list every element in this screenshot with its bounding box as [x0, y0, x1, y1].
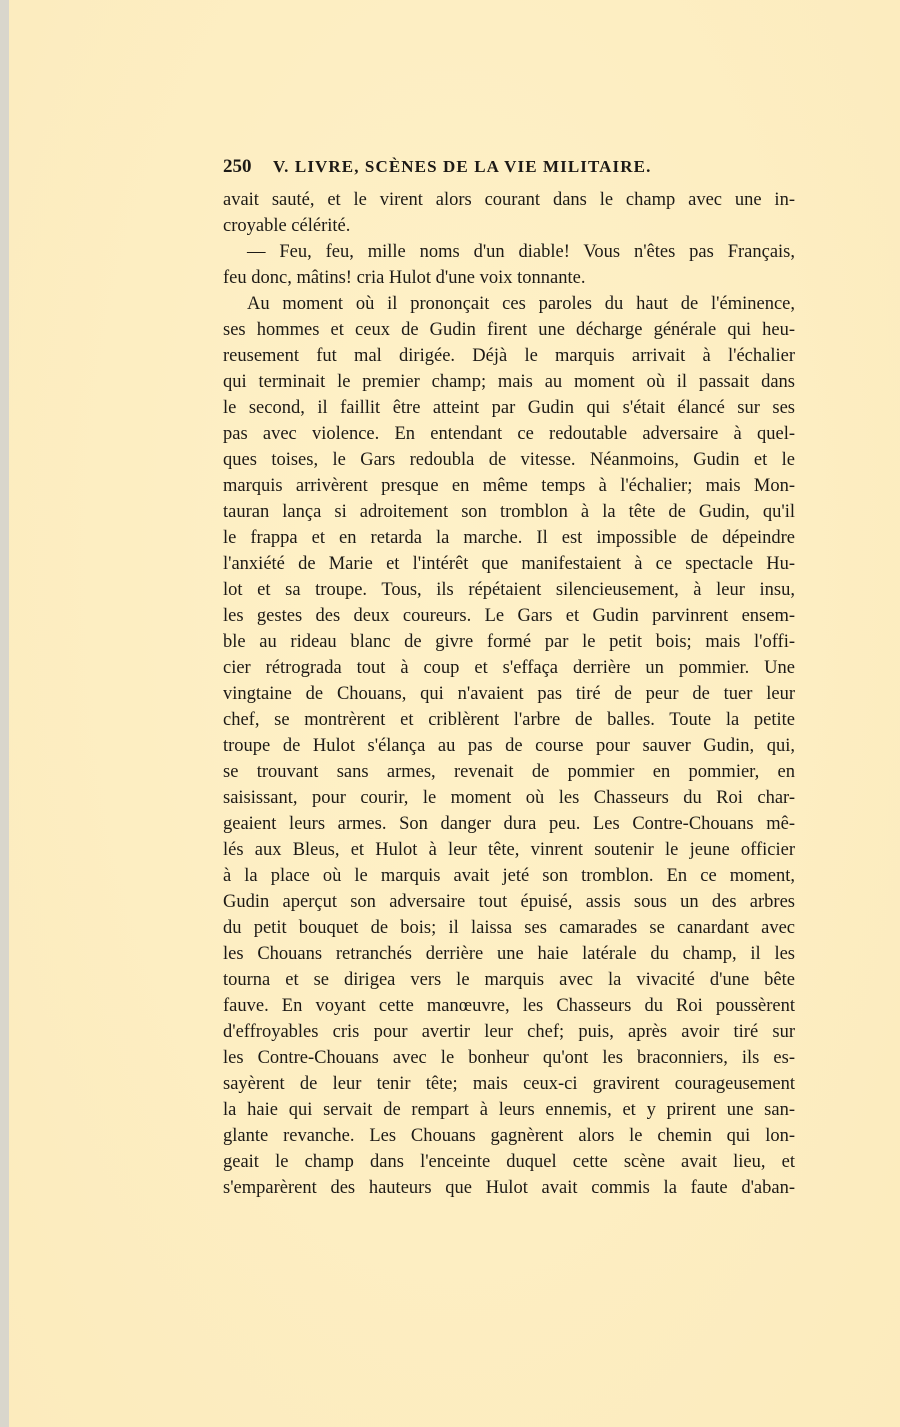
- text-line: lés aux Bleus, et Hulot à leur tête, vinrent soutenir le jeune officier: [223, 840, 795, 860]
- text-line: geait le champ dans l'enceinte duquel cette scène avait lieu, et: [223, 1152, 795, 1172]
- running-title: V. LIVRE, SCÈNES DE LA VIE MILITAIRE.: [273, 157, 652, 176]
- text-line: le frappa et en retarda la marche. Il est impossible de dépeindre: [223, 528, 795, 548]
- book-page: [9, 0, 900, 1427]
- text-line: avait sauté, et le virent alors courant dans le champ avec une in-: [223, 190, 795, 210]
- text-line: sayèrent de leur tenir tête; mais ceux-ci gravirent courageusement: [223, 1074, 795, 1094]
- text-line: ses hommes et ceux de Gudin firent une décharge générale qui heu-: [223, 320, 795, 340]
- text-line: troupe de Hulot s'élança au pas de course pour sauver Gudin, qui,: [223, 736, 795, 756]
- text-line: saisissant, pour courir, le moment où les Chasseurs du Roi char-: [223, 788, 795, 808]
- text-line: — Feu, feu, mille noms d'un diable! Vous n'êtes pas Français,: [247, 242, 795, 262]
- text-line: les Chouans retranchés derrière une haie latérale du champ, il les: [223, 944, 795, 964]
- text-line: d'effroyables cris pour avertir leur chef; puis, après avoir tiré sur: [223, 1022, 795, 1042]
- text-line: l'anxiété de Marie et l'intérêt que manifestaient à ce spectacle Hu-: [223, 554, 795, 574]
- text-line: s'emparèrent des hauteurs que Hulot avait commis la faute d'aban-: [223, 1178, 795, 1198]
- text-line: tourna et se dirigea vers le marquis avec la vivacité d'une bête: [223, 970, 795, 990]
- text-line: Au moment où il prononçait ces paroles du haut de l'éminence,: [247, 294, 795, 314]
- text-line: Gudin aperçut son adversaire tout épuisé, assis sous un des arbres: [223, 892, 795, 912]
- text-line: ble au rideau blanc de givre formé par le petit bois; mais l'offi-: [223, 632, 795, 652]
- text-line: se trouvant sans armes, revenait de pommier en pommier, en: [223, 762, 795, 782]
- text-line: pas avec violence. En entendant ce redoutable adversaire à quel-: [223, 424, 795, 444]
- text-line: les gestes des deux coureurs. Le Gars et Gudin parvinrent ensem-: [223, 606, 795, 626]
- text-line: vingtaine de Chouans, qui n'avaient pas tiré de peur de tuer leur: [223, 684, 795, 704]
- text-line: les Contre-Chouans avec le bonheur qu'ont les braconniers, ils es-: [223, 1048, 795, 1068]
- text-line: feu donc, mâtins! cria Hulot d'une voix tonnante.: [223, 268, 586, 288]
- text-line: geaient leurs armes. Son danger dura peu. Les Contre-Chouans mê-: [223, 814, 795, 834]
- text-line: qui terminait le premier champ; mais au moment où il passait dans: [223, 372, 795, 392]
- text-line: reusement fut mal dirigée. Déjà le marquis arrivait à l'échalier: [223, 346, 795, 366]
- text-line: marquis arrivèrent presque en même temps à l'échalier; mais Mon-: [223, 476, 795, 496]
- text-line: chef, se montrèrent et criblèrent l'arbre de balles. Toute la petite: [223, 710, 795, 730]
- text-line: croyable célérité.: [223, 216, 351, 236]
- text-line: tauran lança si adroitement son tromblon à la tête de Gudin, qu'il: [223, 502, 795, 522]
- text-line: du petit bouquet de bois; il laissa ses camarades se canardant avec: [223, 918, 795, 938]
- page-number: 250: [223, 156, 252, 177]
- page-header: [223, 156, 795, 182]
- text-line: lot et sa troupe. Tous, ils répétaient silencieusement, à leur insu,: [223, 580, 795, 600]
- text-line: ques toises, le Gars redoubla de vitesse. Néanmoins, Gudin et le: [223, 450, 795, 470]
- text-line: la haie qui servait de rempart à leurs ennemis, et y prirent une san-: [223, 1100, 795, 1120]
- text-line: glante revanche. Les Chouans gagnèrent alors le chemin qui lon-: [223, 1126, 795, 1146]
- text-line: fauve. En voyant cette manœuvre, les Chasseurs du Roi poussèrent: [223, 996, 795, 1016]
- text-line: à la place où le marquis avait jeté son tromblon. En ce moment,: [223, 866, 795, 886]
- text-line: cier rétrograda tout à coup et s'effaça derrière un pommier. Une: [223, 658, 795, 678]
- body-text: [223, 187, 795, 1201]
- text-line: le second, il faillit être atteint par Gudin qui s'était élancé sur ses: [223, 398, 795, 418]
